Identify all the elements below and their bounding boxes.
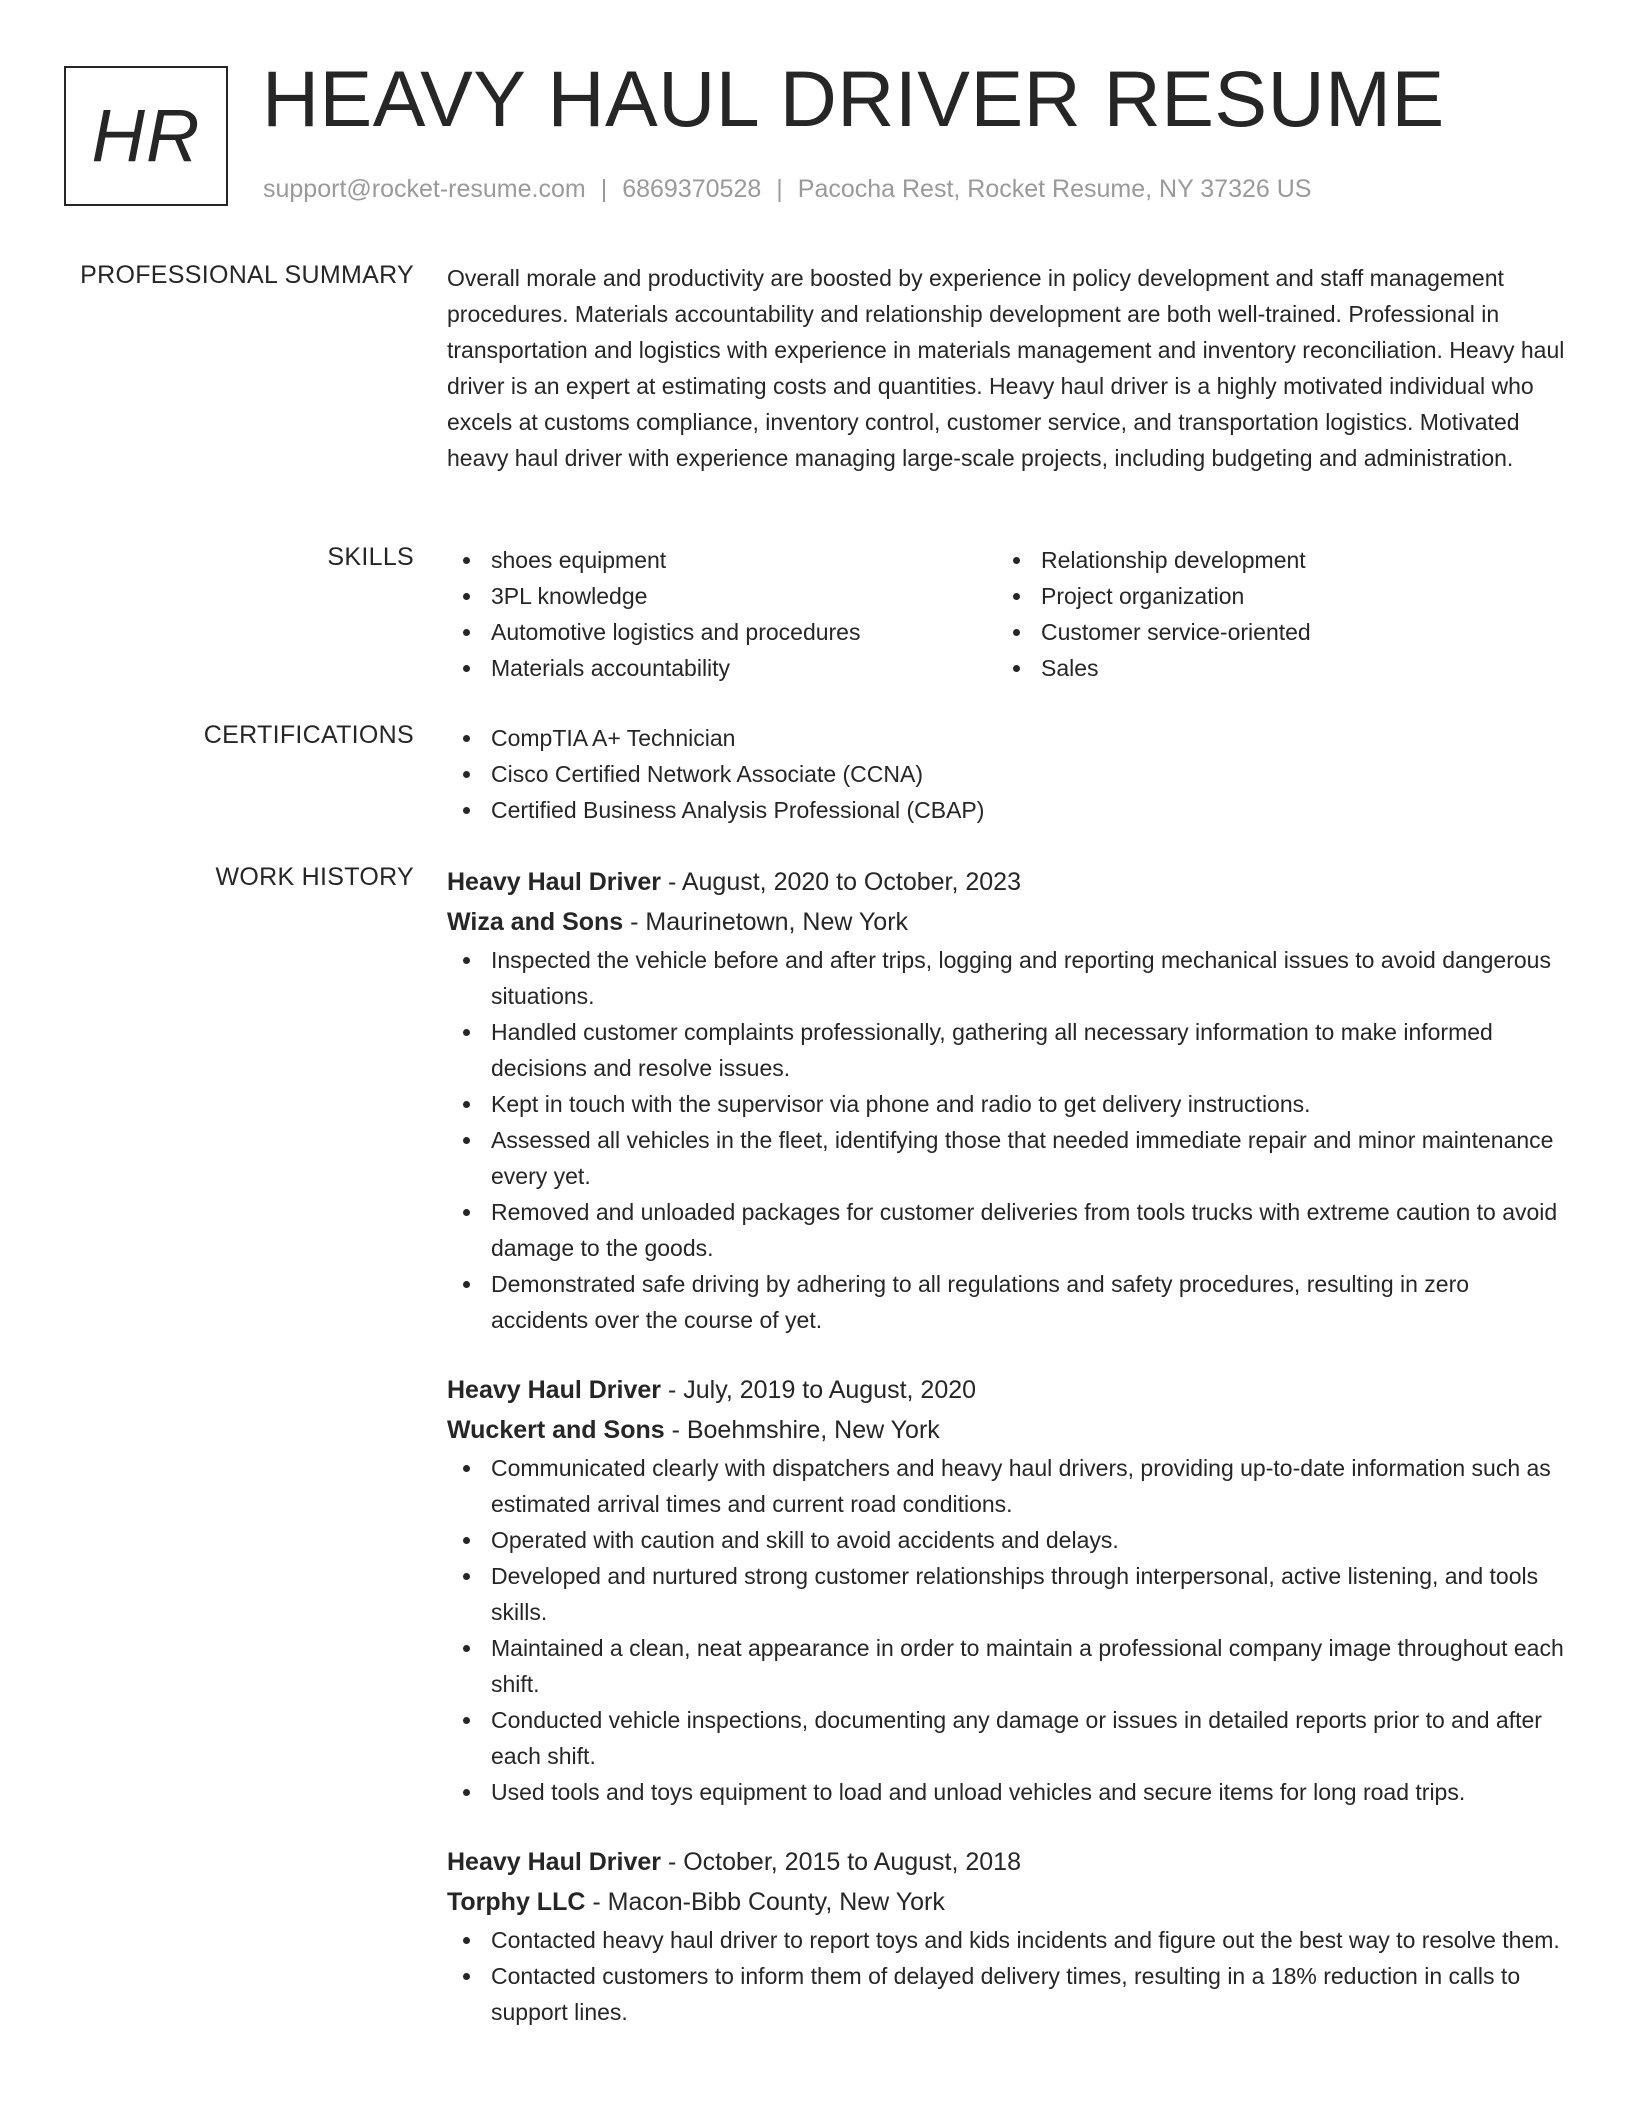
job-dates: - August, 2020 to October, 2023 (661, 868, 1021, 896)
certification-item: Cisco Certified Network Associate (CCNA) (447, 756, 1567, 792)
job-bullets (447, 942, 1567, 1338)
job-bullet: Conducted vehicle inspections, documenting any damage or issues in detailed reports prior to and after each shift. (447, 1702, 1567, 1774)
skill-item: Project organization (997, 578, 1547, 614)
section-label-skills: SKILLS (327, 543, 414, 571)
skill-item: Sales (997, 650, 1547, 686)
job-entry (447, 1842, 1567, 2030)
job-title-line (447, 1370, 1567, 1410)
monogram-initials: HR (91, 94, 201, 177)
job-bullets (447, 1922, 1567, 2030)
job-location: - Macon-Bibb County, New York (585, 1888, 945, 1916)
section-label-work-history: WORK HISTORY (215, 863, 414, 891)
certifications-list (447, 720, 1567, 828)
summary-text: Overall morale and productivity are boosted by experience in policy development and staff management procedures. Materials accountability and relationship development are both well-trained. Professional in transportation and logistics with experience in materials management and inventory reconciliation. Heavy haul driver is an expert at estimating costs and quantities. Heavy haul driver is a highly motivated individual who excels at customs compliance, inventory control, customer service, and transportation logistics. Motivated heavy haul driver with experience managing large-scale projects, including budgeting and administration. (447, 265, 1565, 471)
monogram-box (64, 66, 228, 206)
job-location: - Maurinetown, New York (623, 908, 909, 936)
section-label-summary: PROFESSIONAL SUMMARY (80, 261, 414, 289)
skill-item: Relationship development (997, 542, 1547, 578)
skills-grid (447, 542, 1567, 686)
skill-item: shoes equipment (447, 542, 997, 578)
job-bullets (447, 1450, 1567, 1810)
certification-item: CompTIA A+ Technician (447, 720, 1567, 756)
job-bullet: Demonstrated safe driving by adhering to all regulations and safety procedures, resulting in zero accidents over the course of yet. (447, 1266, 1567, 1338)
job-bullet: Handled customer complaints professionally, gathering all necessary information to make informed decisions and resolve issues. (447, 1014, 1567, 1086)
job-company-line (447, 1410, 1567, 1450)
job-company: Wiza and Sons (447, 908, 624, 936)
job-bullet: Removed and unloaded packages for customer deliveries from tools trucks with extreme caution to avoid damage to the goods. (447, 1194, 1567, 1266)
job-company: Wuckert and Sons (447, 1416, 665, 1444)
job-title: Heavy Haul Driver (447, 1848, 662, 1876)
contact-phone: 6869370528 (622, 175, 762, 203)
job-bullet: Contacted customers to inform them of delayed delivery times, resulting in a 18% reduction in calls to support lines. (447, 1958, 1567, 2030)
resume-title: HEAVY HAUL DRIVER RESUME (262, 54, 1445, 143)
job-company-line (447, 902, 1567, 942)
summary-body (447, 260, 1567, 476)
job-bullet: Used tools and toys equipment to load and unload vehicles and secure items for long road trips. (447, 1774, 1567, 1810)
contact-separator: | (776, 175, 783, 203)
job-bullet: Maintained a clean, neat appearance in order to maintain a professional company image throughout each shift. (447, 1630, 1567, 1702)
job-company-line (447, 1882, 1567, 1922)
skill-item: Materials accountability (447, 650, 997, 686)
skill-item: Automotive logistics and procedures (447, 614, 997, 650)
job-title-line (447, 1842, 1567, 1882)
job-entry (447, 1370, 1567, 1810)
job-bullet: Operated with caution and skill to avoid accidents and delays. (447, 1522, 1567, 1558)
job-company: Torphy LLC (447, 1888, 586, 1916)
job-bullet: Inspected the vehicle before and after trips, logging and reporting mechanical issues to avoid dangerous situations. (447, 942, 1567, 1014)
certifications-body (447, 720, 1567, 828)
job-dates: - July, 2019 to August, 2020 (661, 1376, 977, 1404)
job-bullet: Assessed all vehicles in the fleet, identifying those that needed immediate repair and minor maintenance every yet. (447, 1122, 1567, 1194)
section-label-certifications: CERTIFICATIONS (203, 721, 414, 749)
job-title: Heavy Haul Driver (447, 868, 662, 896)
job-location: - Boehmshire, New York (664, 1416, 940, 1444)
contact-line (263, 174, 1311, 204)
job-bullet: Developed and nurtured strong customer relationships through interpersonal, active listening, and tools skills. (447, 1558, 1567, 1630)
contact-email: support@rocket-resume.com (263, 175, 586, 203)
skills-column-left (447, 542, 997, 686)
skill-item: Customer service-oriented (997, 614, 1547, 650)
contact-separator: | (600, 175, 608, 203)
job-bullet: Communicated clearly with dispatchers and heavy haul drivers, providing up-to-date information such as estimated arrival times and current road conditions. (447, 1450, 1567, 1522)
job-bullet: Kept in touch with the supervisor via phone and radio to get delivery instructions. (447, 1086, 1567, 1122)
job-title: Heavy Haul Driver (447, 1376, 662, 1404)
contact-address: Pacocha Rest, Rocket Resume, NY 37326 US (797, 175, 1312, 203)
job-title-line (447, 862, 1567, 902)
job-entry (447, 862, 1567, 1338)
job-bullet: Contacted heavy haul driver to report toys and kids incidents and figure out the best way to resolve them. (447, 1922, 1567, 1958)
skills-body (447, 542, 1567, 686)
skills-column-right (997, 542, 1547, 686)
work-history-body (447, 862, 1567, 2062)
skill-item: 3PL knowledge (447, 578, 997, 614)
certification-item: Certified Business Analysis Professional (CBAP) (447, 792, 1567, 828)
job-dates: - October, 2015 to August, 2018 (661, 1848, 1021, 1876)
